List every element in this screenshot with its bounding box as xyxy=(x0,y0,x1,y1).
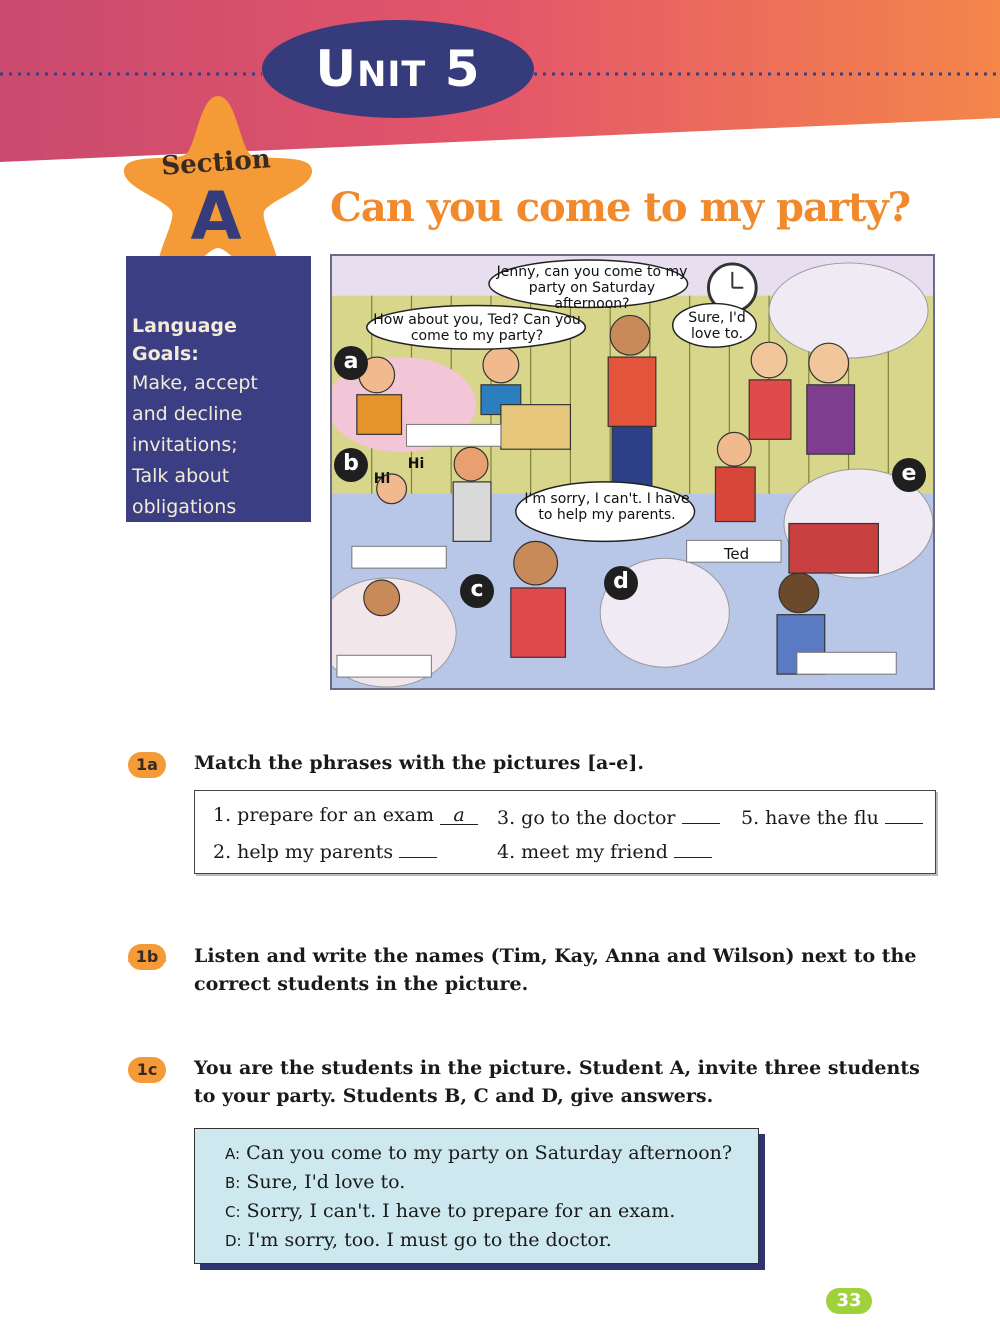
match-phrases-box xyxy=(194,790,936,874)
dialog-line xyxy=(225,1139,758,1168)
page-title: Can you come to my party? xyxy=(330,184,911,231)
section-label: Section xyxy=(160,144,272,182)
match-phrase: 4. meet my friend xyxy=(497,841,668,863)
speech-bubble-decline: I'm sorry, I can't. I have to help my parents. xyxy=(524,491,690,523)
speech-bubble-ted: How about you, Ted? Can you come to my party? xyxy=(373,312,581,344)
exercise-badge-1a: 1a xyxy=(128,752,166,778)
name-label-ted: Ted xyxy=(723,545,750,563)
language-goals-box xyxy=(126,256,311,522)
answer-blank[interactable] xyxy=(682,804,720,824)
picture-label-e: e xyxy=(892,458,926,492)
goals-line: obligations xyxy=(132,496,237,518)
dialog-speaker: D: xyxy=(225,1232,242,1250)
picture-label-d: d xyxy=(604,566,638,600)
picture-label-b: b xyxy=(334,448,368,482)
dialog-text: Can you come to my party on Saturday afternoon? xyxy=(246,1142,733,1164)
match-phrase: 3. go to the doctor xyxy=(497,807,676,829)
match-item xyxy=(741,804,923,829)
dialog-line xyxy=(225,1197,758,1226)
speech-bubble-accept: Sure, I'd love to. xyxy=(688,310,746,342)
picture-label-a: a xyxy=(334,346,368,380)
answer-blank[interactable]: a xyxy=(440,805,478,825)
exercise-1b-instruction: Listen and write the names (Tim, Kay, Anna and Wilson) next to the correct students in the picture. xyxy=(194,945,917,995)
goals-line: Talk about xyxy=(132,465,230,487)
unit-title: Unit 5 xyxy=(315,40,481,98)
hi-text: Hi xyxy=(373,471,391,487)
dialog-line xyxy=(225,1226,758,1255)
answer-blank[interactable] xyxy=(885,804,923,824)
dialog-text: Sure, I'd love to. xyxy=(246,1171,406,1193)
match-item xyxy=(213,804,478,826)
answer-blank[interactable] xyxy=(399,838,437,858)
dialog-text: Sorry, I can't. I have to prepare for an exam. xyxy=(246,1200,676,1222)
exercise-1c-instruction: You are the students in the picture. Student A, invite three students to your party. Students B, C and D, give answers. xyxy=(194,1057,920,1107)
exercise-1a-instruction: Match the phrases with the pictures [a-e]. xyxy=(194,752,644,774)
match-item xyxy=(497,804,720,829)
picture-label-c: c xyxy=(460,574,494,608)
dialog-speaker: A: xyxy=(225,1145,241,1163)
speech-bubble-jenny: Jenny, can you come to my party on Saturday afternoon? xyxy=(496,264,688,312)
exercise-badge-1c: 1c xyxy=(128,1057,166,1083)
goals-heading: Language Goals: xyxy=(132,315,237,365)
party-illustration xyxy=(330,254,935,690)
answer-blank[interactable] xyxy=(674,838,712,858)
match-phrase: 1. prepare for an exam xyxy=(213,804,435,826)
hi-text: Hi xyxy=(407,456,425,472)
goals-line: and decline xyxy=(132,403,243,425)
page-number: 33 xyxy=(826,1288,872,1314)
dialog-line xyxy=(225,1168,758,1197)
section-letter: A xyxy=(190,178,242,255)
goals-line: invitations; xyxy=(132,434,238,456)
dialog-speaker: B: xyxy=(225,1174,241,1192)
match-phrase: 5. have the flu xyxy=(741,807,879,829)
match-phrase: 2. help my parents xyxy=(213,841,394,863)
sample-dialog-box xyxy=(194,1128,759,1264)
goals-line: Make, accept xyxy=(132,372,258,394)
match-item xyxy=(497,838,712,863)
dialog-text: I'm sorry, too. I must go to the doctor. xyxy=(247,1229,612,1251)
dialog-speaker: C: xyxy=(225,1203,241,1221)
exercise-badge-1b: 1b xyxy=(128,944,166,970)
match-item xyxy=(213,838,437,863)
